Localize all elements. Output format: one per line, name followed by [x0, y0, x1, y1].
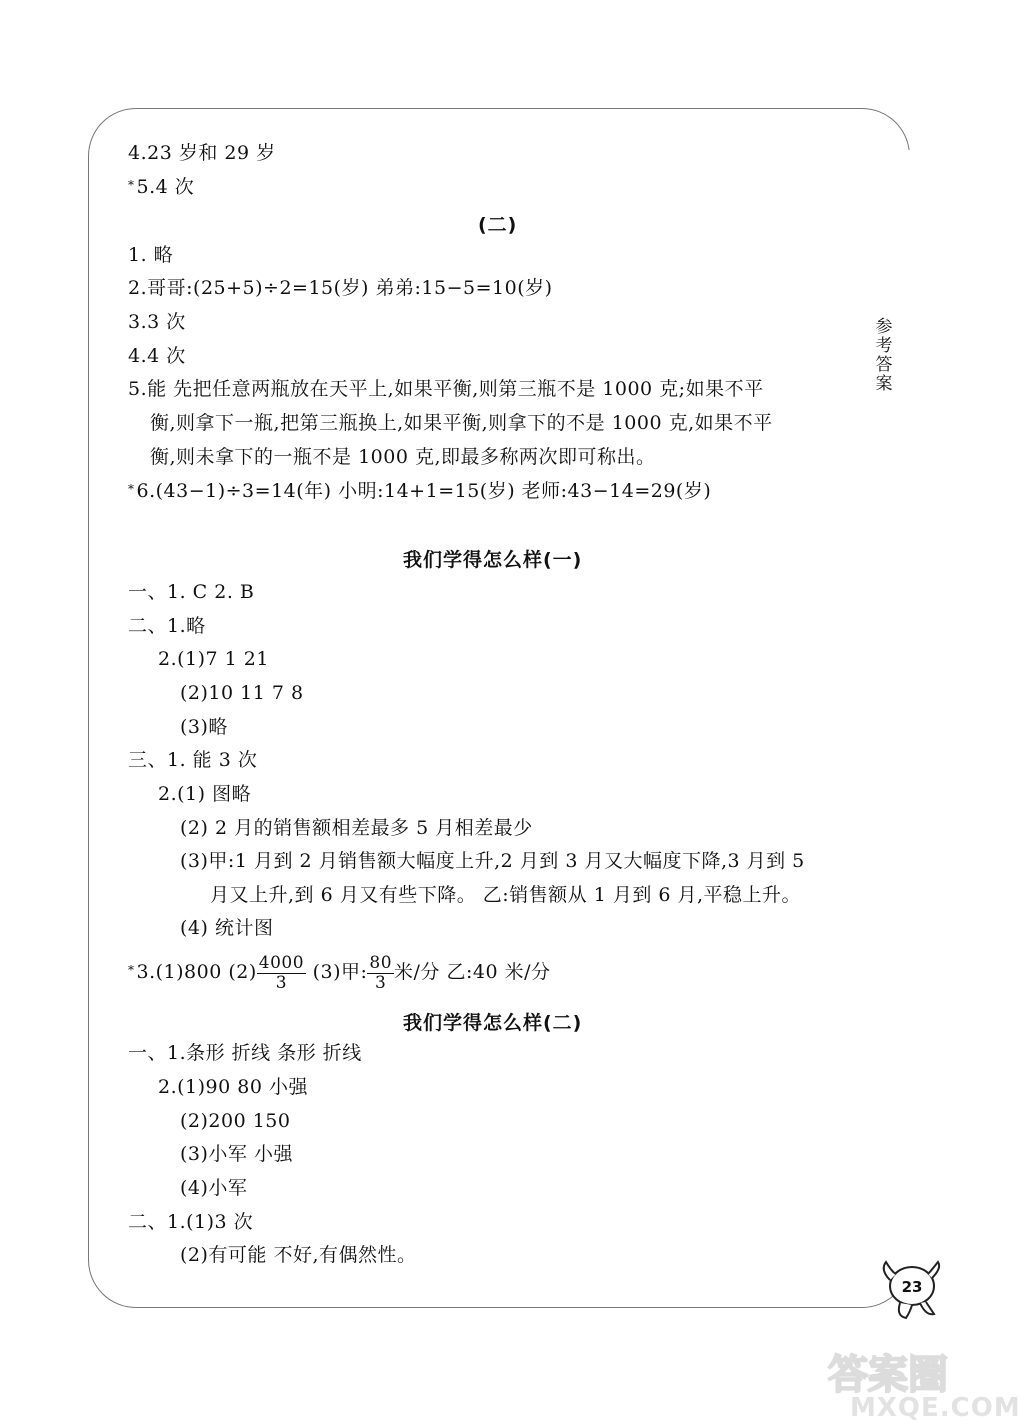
star-marker: *	[128, 963, 135, 977]
answer-line: (2)10 11 7 8	[180, 682, 304, 704]
watermark-url: MXQE.COM	[850, 1393, 1021, 1423]
star-marker: *	[128, 178, 135, 192]
answer-line: (3)小军 小强	[180, 1143, 293, 1165]
answer-line: (3)甲:1 月到 2 月销售额大幅度上升,2 月到 3 月又大幅度下降,3 月到 5	[180, 850, 805, 872]
answer-line: (2)有可能 不好,有偶然性。	[180, 1244, 417, 1266]
answer-line: 3.3 次	[128, 311, 186, 333]
section-title-er: (二)	[478, 214, 518, 236]
answer-line: (2)200 150	[180, 1110, 291, 1132]
answer-line-fractions: * 3.(1)800 (2) $\frac{4000}{3}$ (3)甲: $\frac{80}{3}$ 米/分 乙:40 米/分	[128, 952, 551, 993]
answer-line: (4) 统计图	[180, 917, 274, 939]
side-tab-reference-answers: 参考答案	[875, 317, 893, 394]
answer-line: 2.(1)90 80 小强	[158, 1076, 308, 1098]
watermark-cn: 答案圈	[828, 1352, 948, 1398]
answer-line: 二、1.(1)3 次	[128, 1211, 254, 1233]
answer-line: (4)小军	[180, 1177, 248, 1199]
answer-line: 2.(1)7 1 21	[158, 648, 269, 670]
section-title-w1: 我们学得怎么样(一)	[403, 549, 583, 571]
answer-line: 4.23 岁和 29 岁	[128, 142, 276, 164]
answer-line: 4.4 次	[128, 345, 186, 367]
answer-line: 一、1. C 2. B	[128, 581, 255, 603]
mascot-page-number-icon	[876, 1258, 946, 1322]
fraction-80-3: $\frac{80}{3}$	[369, 952, 393, 993]
section-title-w2: 我们学得怎么样(二)	[403, 1012, 583, 1034]
answer-line: 2.哥哥:(25+5)÷2=15(岁) 弟弟:15−5=10(岁)	[128, 277, 553, 299]
answer-line: 二、1.略	[128, 615, 206, 637]
answer-line: 1. 略	[128, 244, 174, 266]
answer-line: 5.能 先把任意两瓶放在天平上,如果平衡,则第三瓶不是 1000 克;如果不平	[128, 378, 764, 400]
answer-line: 2.(1) 图略	[158, 783, 252, 805]
answer-line: 三、1. 能 3 次	[128, 749, 258, 771]
answer-line: 衡,则未拿下的一瓶不是 1000 克,即最多称两次即可称出。	[150, 446, 656, 468]
fraction-4000-3: $\frac{4000}{3}$	[258, 952, 305, 993]
star-marker: *	[128, 482, 135, 496]
answer-line: 月又上升,到 6 月又有些下降。 乙:销售额从 1 月到 6 月,平稳上升。	[210, 884, 802, 906]
answer-line: * 5.4 次	[128, 176, 195, 198]
answer-line: (2) 2 月的销售额相差最多 5 月相差最少	[180, 817, 533, 839]
answer-line: 衡,则拿下一瓶,把第三瓶换上,如果平衡,则拿下的不是 1000 克,如果不平	[150, 412, 773, 434]
answer-line: 一、1.条形 折线 条形 折线	[128, 1042, 362, 1064]
answer-line: (3)略	[180, 716, 228, 738]
page-number: 23	[901, 1278, 923, 1296]
answer-line: * 6.(43−1)÷3=14(年) 小明:14+1=15(岁) 老师:43−14=29(岁)	[128, 480, 712, 502]
